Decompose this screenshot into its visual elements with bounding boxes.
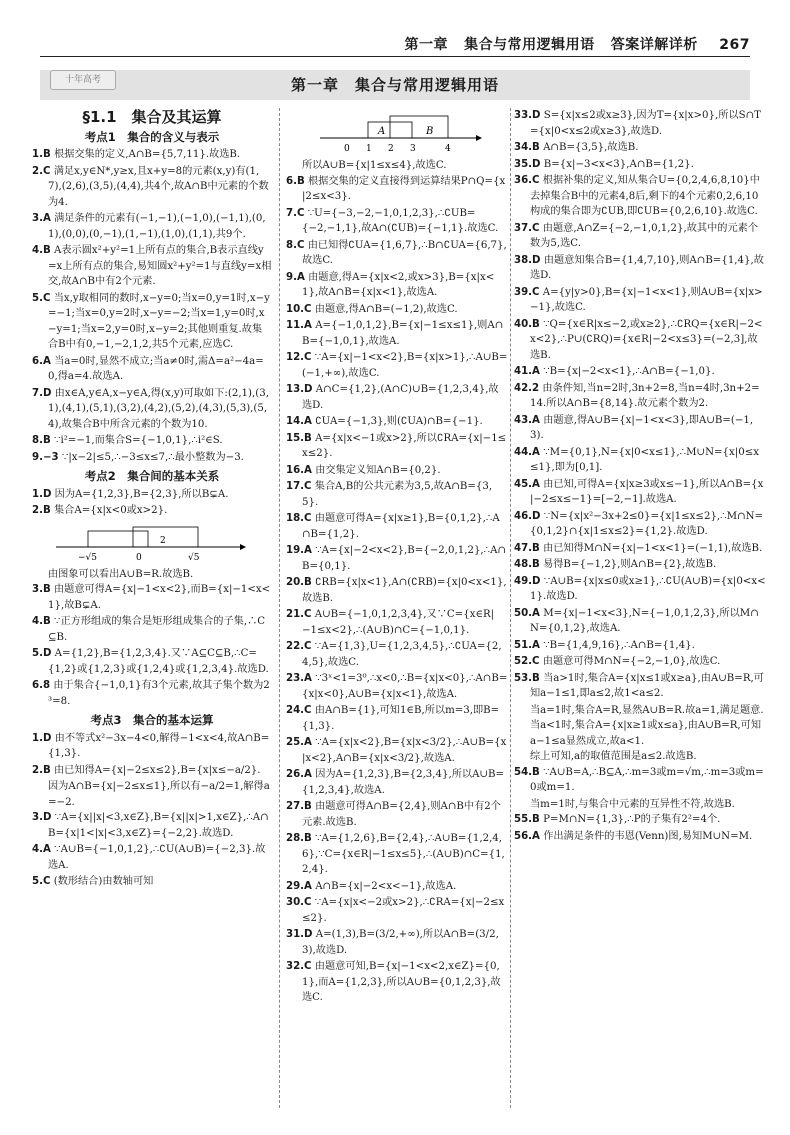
answer-number: 8.C — [286, 239, 305, 251]
answer-item — [286, 879, 508, 895]
answer-text: ∵B={1,4,9,16},∴A∩B={1,4}. — [543, 639, 695, 651]
column-separator — [279, 108, 280, 1108]
answer-number: 6.8 — [32, 680, 51, 691]
answer-text: A={x|x<−1或x>2},所以∁RA={x|−1≤x≤2}. — [302, 432, 507, 459]
answer-item — [514, 173, 766, 220]
answer-number: 25.A — [286, 737, 312, 748]
number-line-figure-ab — [316, 112, 508, 154]
answer-text: 由题意可得A={x|x≥1},B={0,1,2},∴A∩B={1,2}. — [302, 513, 500, 540]
answer-item — [514, 541, 766, 557]
answer-text: 当m=1时,与集合中元素的互异性不符,故选B. — [530, 798, 735, 810]
kaodian-heading: 考点1 集合的含义与表示 — [84, 129, 220, 144]
answer-item — [286, 431, 508, 462]
answer-item — [514, 574, 766, 605]
answer-number: 30.C — [286, 897, 312, 908]
answer-text: 集合A={x|x<0或x>2}. — [53, 505, 168, 516]
answer-text: ∵A∪B=A,∴B⊆A,∴m=3或m=√m,∴m=3或m=0或m=1. — [530, 766, 764, 793]
answer-text: S={x|x≤2或x≥3},因为T={x|x>0},所以S∩T={x|0<x≤2或x≥3},故选D. — [530, 110, 761, 137]
answer-list — [514, 108, 766, 844]
answer-number: 13.D — [286, 384, 313, 395]
answer-number: 22.C — [286, 641, 312, 652]
answer-text: A∩B={3,5},故选B. — [543, 142, 639, 153]
answer-list — [32, 147, 272, 465]
answer-list — [32, 731, 272, 890]
column-3 — [514, 108, 766, 1108]
answer-text: A={1,2},B={1,2,3,4}.又∵A⊆C⊆B,∴C={1,2}或{1,2,3}或{1,2,4}或{1,2,3,4}.故选D. — [48, 648, 269, 675]
answer-text: 当a>1时,集合A={x|x≤1或x≥a},由A∪B=R,可知a−1≤1,即a≤2,故1<a≤2. — [530, 672, 764, 699]
answer-item — [514, 445, 766, 476]
answer-text: 由已知,可得A={x|x≥3或x≤−1},所以A∩B={x|−2≤x≤−1}=[−2,−1].故选A. — [530, 478, 764, 505]
answer-number: 55.B — [514, 814, 540, 825]
answer-item — [286, 607, 508, 638]
tick-label: 2 — [388, 144, 394, 154]
number-line-svg — [48, 523, 248, 563]
answer-item — [514, 812, 766, 828]
answer-text: 由已知得M∩N={x|−1<x<1}=(−1,1),故选B. — [543, 542, 763, 554]
answer-list — [32, 582, 272, 709]
answer-text: ∵A={x|−2<x<2},B={−2,0,1,2},∴A∩B={0,1}. — [302, 545, 507, 572]
answer-item — [286, 382, 508, 413]
header-rule — [40, 56, 750, 57]
answer-number: 33.D — [514, 110, 541, 121]
answer-number: 14.A — [286, 416, 312, 427]
answer-item — [32, 433, 272, 449]
answer-number: 2.B — [32, 764, 51, 776]
answer-text: A∪B={−1,0,1,2,3,4},又∵C={x∈R|−1≤x<2},∴(A∪B)∩C={−1,0,1}. — [302, 609, 495, 636]
answer-text: 当x,y取相同的数时,x−y=0;当x=0,y=1时,x−y=−1;当x=0,y=2时,x−y=−2;当x=1,y=0时,x−y=1;当x=2,y=0时,x−y=2;其他则重复.故集合B中有0,−1,−2,1,2,共5个元素,应选C. — [48, 292, 270, 350]
answer-number: 42.2 — [514, 382, 540, 394]
number-line-ab-svg — [316, 112, 486, 154]
answer-item — [286, 238, 508, 269]
answer-text: 当a<1时,集合A={x|x≥1或x≤a},由A∪B=R,可知a−1≤a显然成立,故a<1. — [530, 720, 762, 747]
answer-item — [514, 221, 766, 252]
answer-text: A表示圆x²+y²=1上所有点的集合,B表示直线y=x上所有点的集合,易知圆x²+y²=1与直线y=x相交,故A∩B中有2个元素. — [48, 245, 272, 287]
tick-label: 1 — [366, 144, 372, 154]
answer-text: 根据交集的定义直接得到运算结果P∩Q={x|2≤x<3}. — [302, 175, 506, 202]
answer-text: A={y|y>0},B={x|−1<x<1},则A∪B={x|x>−1},故选C. — [530, 286, 763, 313]
answer-item — [286, 318, 508, 349]
answer-item — [32, 779, 272, 810]
answer-number: 52.C — [514, 656, 540, 667]
answer-item — [514, 797, 766, 813]
column-1 — [32, 108, 272, 1108]
answer-text: ∵A∪B={−1,0,1,2},∴∁U(A∪B)={−2,3}.故选A. — [48, 844, 266, 871]
answer-number: 49.D — [514, 575, 541, 587]
answer-item — [286, 703, 508, 734]
answer-number: 12.C — [286, 352, 312, 363]
answer-list — [286, 158, 508, 1006]
answer-text: 由题意知集合B={1,4,7,10},则A∩B={1,4},故选D. — [530, 254, 764, 281]
answer-number: 1.D — [32, 732, 52, 744]
answer-text: 由条件知,当n=2时,3n+2=8,当n=4时,3n+2=14.所以A∩B={8,14}.故元素个数为2. — [530, 382, 760, 409]
answer-item — [514, 285, 766, 316]
answer-item — [286, 479, 508, 510]
answer-number: 1.B — [32, 149, 51, 160]
answer-text: 由题意可得A∩B={2,4},则A∩B中有2个元素.故选B. — [302, 801, 501, 828]
tick-label: 0 — [344, 144, 350, 154]
answer-text: 集合A,B的公共元素为3,5,故A∩B={3,5}. — [302, 481, 493, 508]
answer-text: ∵|x−2|≤5,∴−3≤x≤7,∴最小整数为−3. — [61, 451, 244, 463]
answer-text: ∵A={1,2,6},B={2,4},∴A∪B={1,2,4,6},∵C={x∈R|−1≤x≤5},∴(A∪B)∩C={1,2,4}. — [302, 833, 505, 875]
label-set-b: B — [426, 126, 434, 137]
answer-text: 由题意,得A∩B=(−1,2),故选C. — [314, 303, 458, 315]
answer-number: 4.B — [32, 616, 51, 627]
answer-item — [32, 211, 272, 242]
answer-item — [514, 654, 766, 670]
answer-item — [32, 582, 272, 613]
answer-text: ∵正方形组成的集合是矩形组成集合的子集,∴C⊆B. — [48, 616, 266, 643]
answer-number: 9.−3 — [32, 451, 59, 463]
answer-text: A=(1,3),B=(3/2,+∞),所以A∩B=(3/2,3),故选D. — [302, 929, 499, 956]
running-header — [0, 30, 790, 60]
tick-label: 3 — [410, 144, 416, 154]
answer-number: 44.A — [514, 446, 540, 458]
answer-item — [286, 767, 508, 798]
answer-item — [286, 927, 508, 958]
answer-item — [32, 450, 272, 466]
answer-number: 6.A — [32, 355, 51, 367]
answer-number: 36.C — [514, 175, 540, 186]
answer-number: 29.A — [286, 880, 312, 892]
answer-number: 39.C — [514, 286, 540, 298]
answer-number: 6.B — [286, 175, 305, 187]
kaodian-heading: 考点3 集合的基本运算 — [90, 713, 214, 727]
answer-number: 24.C — [286, 705, 312, 716]
answer-text: ∵A={x|−1<x<2},B={x|x>1},∴A∪B=(−1,+∞),故选C. — [302, 352, 508, 379]
answer-item — [514, 108, 766, 139]
answer-item — [286, 639, 508, 670]
answer-number: 16.A — [286, 464, 312, 476]
answer-number: 4.A — [32, 844, 51, 855]
answer-item — [514, 253, 766, 284]
answer-text: ∁UA={−1,3},则(∁UA)∩B={−1}. — [315, 416, 483, 427]
answer-number: 15.B — [286, 432, 312, 444]
answer-text: 由图象可以看出A∪B=R.故选B. — [48, 568, 194, 580]
answer-text: 由题意,得A={x|x<2,或x>3},B={x|x<1},故A∩B={x|x<1},故选A. — [302, 271, 495, 298]
answer-item — [32, 678, 272, 709]
section-title: §1.1 集合及其运算 — [82, 108, 222, 126]
label-neg-sqrt5: −√5 — [78, 552, 98, 563]
answer-item — [514, 829, 766, 845]
answer-item — [286, 302, 508, 318]
answer-number: 45.A — [514, 478, 540, 490]
answer-number: 5.C — [32, 876, 51, 887]
answer-text: A∩C={1,2},(A∩C)∪B={1,2,3,4},故选D. — [302, 384, 499, 411]
answer-number: 41.A — [514, 366, 540, 377]
answer-number: 2.C — [32, 165, 51, 177]
answer-number: 56.A — [514, 830, 540, 842]
answer-item — [32, 243, 272, 290]
answer-number: 18.C — [286, 513, 312, 524]
answer-item — [32, 386, 272, 433]
answer-text: 由题意可知,B={x|−1<x<2,x∈Z}={0,1},而A={1,2,3},所以A∪B={0,1,2,3},故选C. — [302, 961, 501, 1003]
answer-item — [514, 509, 766, 540]
answer-item — [286, 575, 508, 606]
answer-item — [514, 381, 766, 412]
label-set-a: A — [378, 126, 386, 137]
answer-text: 由已知得A={x|−2≤x≤2},B={x|x≤−a/2}. — [53, 764, 261, 776]
answer-text: 易得B={−1,2},则A∩B={2},故选B. — [543, 559, 717, 570]
answer-number: 21.C — [286, 609, 312, 620]
answer-number: 37.C — [514, 222, 540, 234]
answer-text: 作出满足条件的韦恩(Venn)图,易知M∪N=M. — [543, 830, 753, 842]
answer-item — [286, 158, 508, 174]
answer-item — [32, 763, 272, 779]
answer-item — [32, 842, 272, 873]
answer-text: 由A∩B={1},可知1∈B,所以m=3,即B={1,3}. — [302, 705, 500, 732]
answer-text: ∵A∪B={x|x≤0或x≥1},∴∁U(A∪B)={x|0<x<1}.故选D. — [530, 575, 766, 602]
answer-number: 40.B — [514, 318, 540, 330]
answer-item — [32, 646, 272, 677]
answer-item — [32, 614, 272, 645]
answer-number: 17.C — [286, 481, 312, 492]
answer-text: P=M∩N={1,3},∴P的子集有2²=4个. — [543, 814, 721, 825]
answer-number: 43.A — [514, 414, 540, 426]
answer-item — [514, 364, 766, 380]
answer-text: 由题意可得M∩N={−2,−1,0},故选C. — [542, 656, 721, 667]
answer-text: (数形结合)由数轴可知 — [53, 876, 154, 887]
chapter-band-title: 第一章 集合与常用逻辑用语 — [290, 76, 499, 94]
answer-item — [514, 557, 766, 573]
answer-text: 当a=0时,显然不成立;当a≠0时,需Δ=a²−4a=0,得a=4.故选A. — [48, 355, 264, 382]
answer-item — [514, 606, 766, 637]
answer-number: 19.A — [286, 545, 312, 556]
answer-number: 10.C — [286, 303, 312, 315]
answer-number: 3.B — [32, 584, 51, 595]
answer-text: ∁RB={x|x<1},A∩(∁RB)={x|0<x<1},故选B. — [302, 577, 507, 604]
answer-item — [32, 503, 272, 519]
answer-number: 31.D — [286, 929, 313, 940]
answer-item — [514, 765, 766, 796]
answer-item — [32, 874, 272, 890]
answer-item — [286, 735, 508, 766]
answer-number: 3.D — [32, 812, 52, 823]
answer-item — [286, 799, 508, 830]
answer-number: 48.B — [514, 559, 540, 570]
answer-text: 根据补集的定义,知从集合U={0,2,4,6,8,10}中去掉集合B中的元素4,8后,剩下的4个元素0,2,6,10构成的集合即为∁UB,即∁UB={0,2,6,10}.故选C. — [530, 175, 760, 217]
answer-number: 23.A — [286, 673, 312, 684]
answer-item — [286, 174, 508, 205]
answer-text: 因为A={1,2,3},B={2,3},所以B⊊A. — [54, 488, 229, 500]
answer-item — [514, 140, 766, 156]
tick-label: 4 — [445, 144, 451, 154]
answer-item — [514, 317, 766, 364]
answer-text: 由题意,得A∪B={x|−1<x<3},即A∪B=(−1,3). — [530, 414, 754, 441]
answer-item — [32, 164, 272, 211]
answer-item — [286, 511, 508, 542]
answer-item — [32, 147, 272, 163]
answer-number: 5.D — [32, 648, 52, 659]
answer-item — [286, 671, 508, 702]
answer-text: 由已知得∁UA={1,6,7},∴B∩∁UA={6,7},故选C. — [302, 239, 507, 266]
answer-number: 1.D — [32, 488, 52, 500]
answer-item — [286, 463, 508, 479]
answer-number: 27.B — [286, 801, 312, 812]
answer-item — [286, 543, 508, 574]
answer-number: 2.B — [32, 505, 51, 516]
answer-text: 满足x,y∈N*,y≥x,且x+y=8的元素(x,y)有(1,7),(2,6),(3,5),(4,4),共4个,故A∩B中元素的个数为4. — [48, 165, 269, 208]
answer-text: ∵B={x|−2<x<1},∴A∩B={−1,0}. — [543, 366, 715, 377]
answer-item — [32, 354, 272, 385]
answer-item — [286, 350, 508, 381]
answer-item — [32, 487, 272, 503]
answer-text: A={−1,0,1,2},B={x|−1≤x≤1},则A∩B={−1,0,1},故选A. — [302, 320, 504, 347]
chapter-band — [40, 70, 750, 100]
answer-text: 由不等式x²−3x−4<0,解得−1<x<4,故A∩B={1,3}. — [48, 732, 270, 759]
answer-text: 因为A∩B={x|−2≤x≤1},所以有−a/2=1,解得a=−2. — [48, 781, 270, 808]
label-two: 2 — [160, 535, 166, 546]
header-suffix: 答案详解详析 — [610, 37, 698, 53]
answer-text: 因为A={1,2,3},B={2,3,4},所以A∪B={1,2,3,4},故选A. — [302, 769, 505, 796]
answer-item — [514, 413, 766, 444]
answer-text: 当a=1时,集合A=R,显然A∪B=R.故a=1,满足题意. — [530, 704, 764, 716]
answer-number: 35.D — [514, 158, 541, 170]
answer-text: ∵3ˣ<1=3⁰,∴x<0,∴B={x|x<0},∴A∩B={x|x<0},A∪B={x|x<1},故选A. — [302, 673, 508, 700]
answer-number: 11.A — [286, 320, 312, 331]
answer-item — [514, 718, 766, 749]
answer-text: ∵A={1,3},U={1,2,3,4,5},∴∁UA={2,4,5},故选C. — [302, 641, 502, 668]
column-2 — [286, 108, 508, 1108]
answer-text: M={x|−1<x<3},N={−1,0,1,2,3},所以M∩N={0,1,2},故选A. — [530, 607, 759, 634]
answer-text: ∵U={−3,−2,−1,0,1,2,3},∴∁UB={−2,−1,1},故A∩(∁UB)={−1,1}.故选C. — [302, 207, 499, 234]
kaodian-heading: 考点2 集合间的基本关系 — [84, 469, 220, 483]
header-text — [405, 34, 750, 54]
answer-item — [286, 959, 508, 1006]
header-title: 集合与常用逻辑用语 — [464, 37, 595, 53]
answer-text: ∵i²=−1,而集合S={−1,0,1},∴i²∈S. — [53, 435, 223, 446]
answer-item — [286, 414, 508, 430]
answer-text: 由于集合{−1,0,1}有3个元素,故其子集个数为2³=8. — [48, 680, 270, 707]
answer-item — [286, 206, 508, 237]
answer-number: 46.D — [514, 510, 541, 522]
answer-number: 47.B — [514, 542, 540, 554]
label-zero: 0 — [136, 552, 142, 563]
answer-list — [32, 487, 272, 519]
header-chapter: 第一章 — [404, 37, 449, 53]
answer-number: 20.B — [286, 577, 312, 588]
answer-item — [514, 638, 766, 654]
answer-number: 53.B — [514, 672, 540, 684]
number-line-figure — [48, 523, 272, 563]
answer-number: 51.A — [514, 639, 540, 651]
answer-text: A∩B={x|−2<x<−1},故选A. — [315, 880, 457, 892]
answer-text: ∵A={x||x|<3,x∈Z},B={x||x|>1,x∈Z},∴A∩B={x|1<|x|<3,x∈Z}={−2,2}.故选D. — [48, 812, 269, 839]
answer-item — [32, 731, 272, 762]
answer-text: ∵A={x|x<−2或x>2},∴∁RA={x|−2≤x≤2}. — [302, 897, 505, 924]
answer-text: ∵M={0,1},N={x|0<x≤1},∴M∪N={x|0≤x≤1},即为[0,1]. — [530, 446, 759, 473]
answer-item — [286, 895, 508, 926]
answer-number: 3.A — [32, 213, 51, 224]
answer-number: 32.C — [286, 961, 312, 972]
answer-item — [514, 749, 766, 765]
watermark-stamp: 十年高考 — [50, 70, 116, 90]
answer-item — [32, 810, 272, 841]
answer-number: 28.B — [286, 833, 312, 844]
answer-number: 8.B — [32, 435, 51, 446]
answer-text: ∵A={x|x<2},B={x|x<3/2},∴A∪B={x|x<2},A∩B={x|x<3/2},故选A. — [302, 737, 507, 764]
answer-number: 38.D — [514, 254, 541, 266]
answer-text: B={x|−3<x<3},A∩B={1,2}. — [543, 158, 694, 170]
answer-item — [514, 157, 766, 173]
answer-number: 9.A — [286, 271, 305, 283]
answer-item — [32, 291, 272, 353]
answer-item — [514, 703, 766, 719]
answer-number: 34.B — [514, 142, 540, 153]
answer-number: 5.C — [32, 292, 51, 304]
answer-item — [514, 671, 766, 702]
answer-text: 由交集定义知A∩B={0,2}. — [315, 464, 441, 476]
answer-number: 7.D — [32, 387, 52, 399]
answer-text: 由题意可得A={x|−1<x<2},而B={x|−1<x<1},故B⊊A. — [48, 584, 271, 611]
answer-number: 50.A — [514, 607, 540, 619]
answer-text: ∵N={x|x²−3x+2≤0}={x|1≤x≤2},∴M∩N={0,1,2}∩{x|1≤x≤2}={1,2}.故选D. — [530, 510, 764, 537]
answer-number: 54.B — [514, 766, 540, 778]
answer-item — [286, 270, 508, 301]
page-number: 267 — [719, 37, 750, 53]
answer-text: 满足条件的元素有(−1,−1),(−1,0),(−1,1),(0,1),(0,0),(0,−1),(1,−1),(1,0),(1,1),共9个. — [48, 213, 266, 240]
answer-text: 综上可知,a的取值范围是a≤2.故选B. — [530, 751, 697, 762]
answer-number: 26.A — [286, 769, 312, 780]
answer-item — [286, 831, 508, 878]
answer-text: 由x∈A,y∈A,x−y∈A,得(x,y)可取如下:(2,1),(3,1),(4,1),(5,1),(3,2),(4,2),(5,2),(4,3),(5,3),(5,4),故集合B中所含元素的个数为10. — [48, 387, 269, 430]
answer-text: 所以A∪B={x|1≤x≤4},故选C. — [302, 160, 447, 171]
answer-item — [514, 477, 766, 508]
answer-text: 由题意,A∩Z={−2,−1,0,1,2},故其中的元素个数为5,选C. — [530, 222, 759, 249]
answer-text: 根据交集的定义,A∩B={5,7,11}.故选B. — [53, 149, 241, 160]
answer-number: 4.B — [32, 245, 51, 256]
column-separator — [510, 108, 511, 1108]
label-pos-sqrt5: √5 — [188, 552, 200, 563]
answer-text: ∵Q={x∈R|x≤−2,或x≥2},∴∁RQ={x∈R|−2<x<2},∴P∪(∁RQ)={x∈R|−2<x≤3}=(−2,3],故选B. — [530, 318, 763, 361]
answer-number: 7.C — [286, 207, 305, 219]
